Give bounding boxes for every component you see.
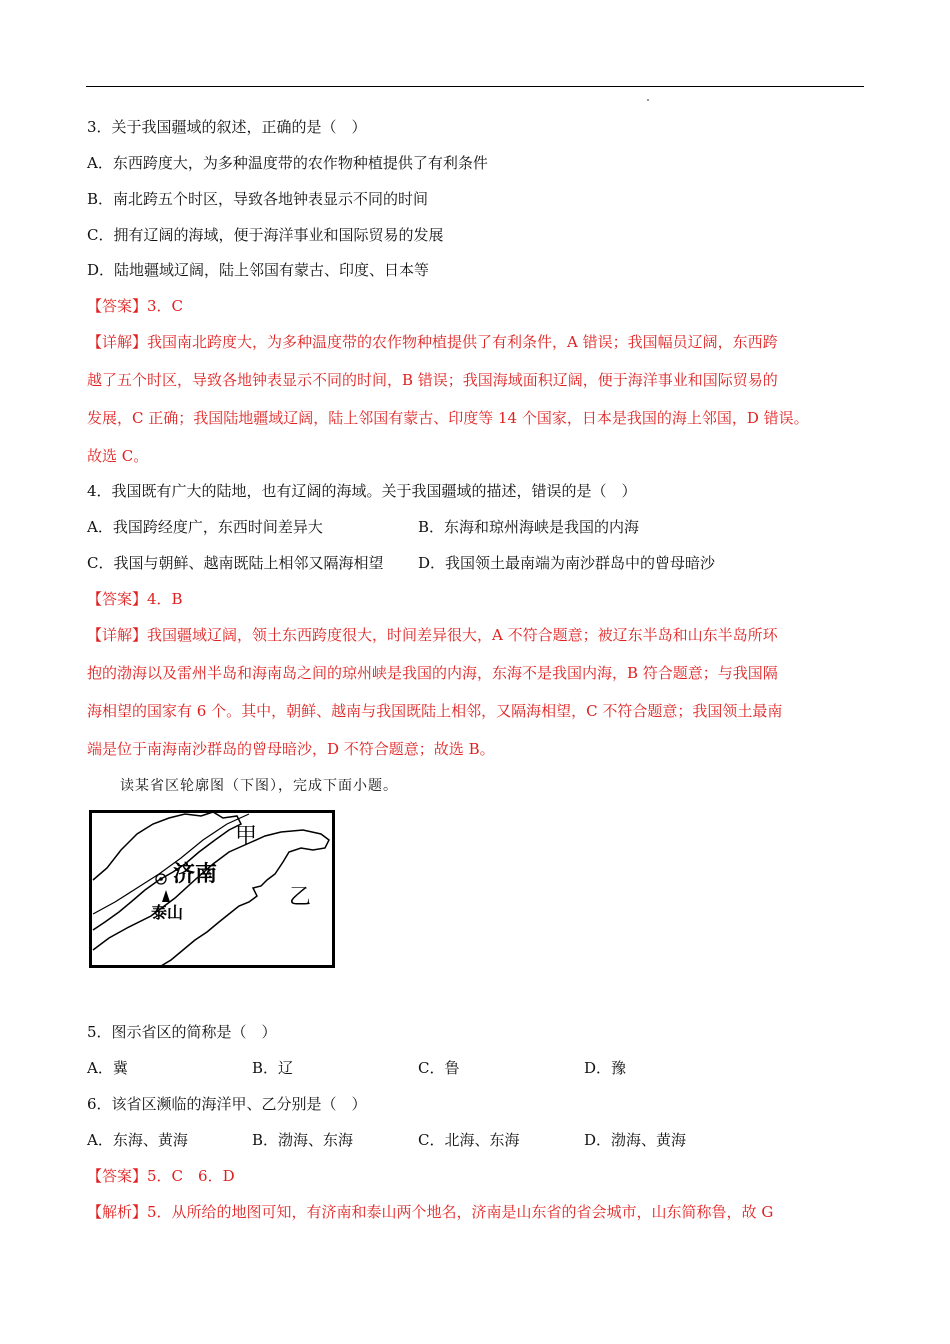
q6-option-d: D．渤海、黄海 xyxy=(584,1131,687,1149)
q4-detail-line: 抱的渤海以及雷州半岛和海南岛之间的琼州峡是我国的内海，东海不是我国内海，B 符合题意；与我国隔 xyxy=(87,664,778,682)
q6-stem: 6．该省区濒临的海洋甲、乙分别是（ ） xyxy=(87,1095,367,1113)
q5-stem: 5．图示省区的简称是（ ） xyxy=(87,1023,277,1041)
q4-detail-line: 【详解】我国疆域辽阔，领土东西跨度很大，时间差异很大，A 不符合题意；被辽东半岛和山东半岛所环 xyxy=(87,626,778,644)
q3-detail-line: 【详解】我国南北跨度大，为多种温度带的农作物种植提供了有利条件，A 错误；我国幅员辽阔，东西跨 xyxy=(87,333,778,351)
q4-option-a: A．我国跨经度广，东西时间差异大 xyxy=(87,518,323,536)
q4-answer: 【答案】4．B xyxy=(87,590,183,608)
province-outline-map xyxy=(89,810,335,968)
q6-option-b: B．渤海、东海 xyxy=(252,1131,354,1149)
analysis-line: 【解析】5．从所给的地图可知，有济南和泰山两个地名，济南是山东省的省会城市，山东简称鲁，故 G xyxy=(87,1203,774,1221)
q6-option-a: A．东海、黄海 xyxy=(87,1131,188,1149)
q3-option-a: A．东西跨度大，为多种温度带的农作物种植提供了有利条件 xyxy=(87,154,488,172)
q3-option-c: C．拥有辽阔的海域，便于海洋事业和国际贸易的发展 xyxy=(87,226,444,244)
q3-stem: 3．关于我国疆域的叙述，正确的是（ ） xyxy=(87,118,367,136)
label-yi: 乙 xyxy=(289,885,312,910)
q56-answer: 【答案】5．C 6．D xyxy=(87,1167,235,1185)
jinan-marker-center xyxy=(159,877,163,881)
q5-option-c: C．鲁 xyxy=(418,1059,460,1077)
header-rule xyxy=(86,86,864,87)
q4-option-c: C．我国与朝鲜、越南既陆上相邻又隔海相望 xyxy=(87,554,384,572)
q4-option-b: B．东海和琼州海峡是我国的内海 xyxy=(418,518,640,536)
q3-detail-line: 故选 C。 xyxy=(87,447,149,465)
q6-option-c: C．北海、东海 xyxy=(418,1131,520,1149)
label-jia: 甲 xyxy=(235,824,258,849)
q3-answer: 【答案】3．C xyxy=(87,297,184,315)
q5-option-a: A．冀 xyxy=(87,1059,128,1077)
q3-detail-line: 越了五个时区，导致各地钟表显示不同的时间，B 错误；我国海域面积辽阔，便于海洋事业和国际贸易的 xyxy=(87,371,778,389)
q5-option-b: B．辽 xyxy=(252,1059,294,1077)
label-jinan: 济南 xyxy=(173,862,218,887)
q5-option-d: D．豫 xyxy=(584,1059,627,1077)
q4-detail-line: 海相望的国家有 6 个。其中，朝鲜、越南与我国既陆上相邻，又隔海相望，C 不符合题意；我国领土最南 xyxy=(87,702,783,720)
label-taishan: 泰山 xyxy=(151,903,184,922)
q3-option-d: D．陆地疆域辽阔，陆上邻国有蒙古、印度、日本等 xyxy=(87,261,430,279)
map-intro: 读某省区轮廓图（下图），完成下面小题。 xyxy=(120,778,398,794)
q4-detail-line: 端是位于南海南沙群岛的曾母暗沙，D 不符合题意；故选 B。 xyxy=(87,740,495,758)
header-dot xyxy=(647,99,649,101)
q3-option-b: B．南北跨五个时区，导致各地钟表显示不同的时间 xyxy=(87,190,429,208)
q3-detail-line: 发展，C 正确；我国陆地疆域辽阔，陆上邻国有蒙古、印度等 14 个国家，日本是我国的海上邻国，D 错误。 xyxy=(87,409,809,427)
q4-stem: 4．我国既有广大的陆地，也有辽阔的海域。关于我国疆域的描述，错误的是（ ） xyxy=(87,482,637,500)
q4-option-d: D．我国领土最南端为南沙群岛中的曾母暗沙 xyxy=(418,554,716,572)
